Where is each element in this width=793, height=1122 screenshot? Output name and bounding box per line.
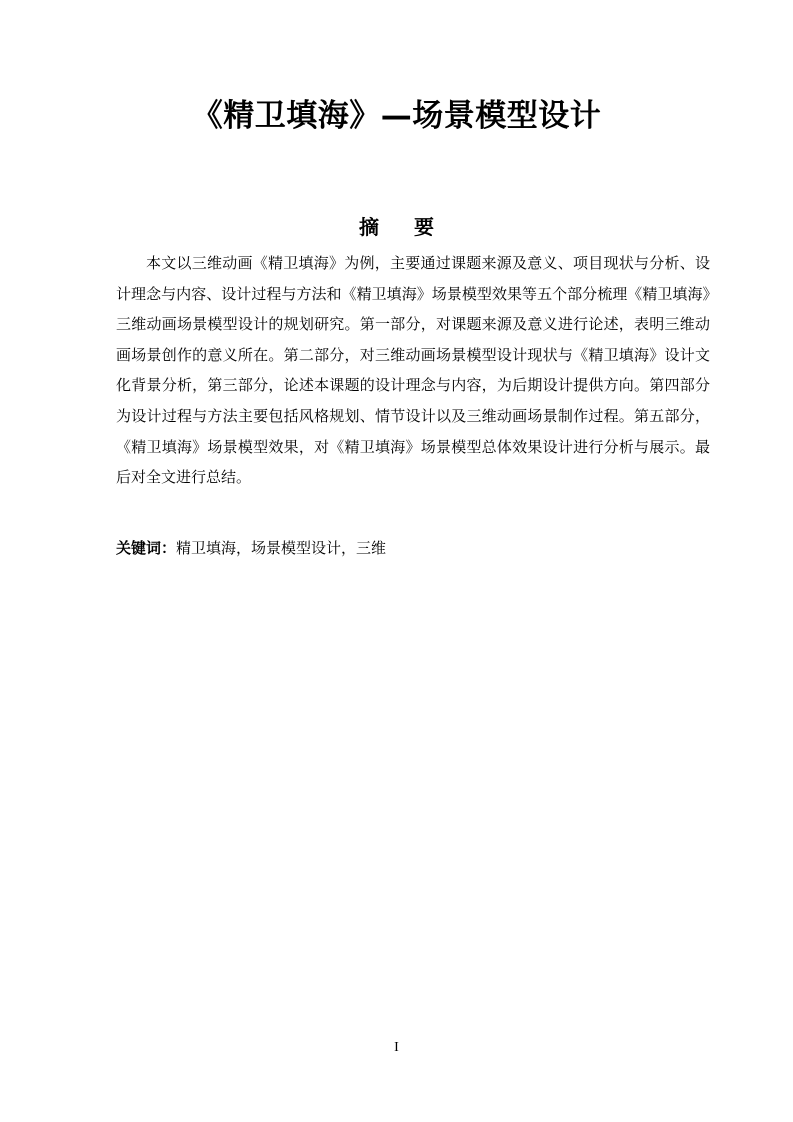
page-number: I: [394, 1040, 399, 1055]
abstract-body: 本文以三维动画《精卫填海》为例，主要通过课题来源及意义、项目现状与分析、设计理念与内容、设计过程与方法和《精卫填海》场景模型效果等五个部分梳理《精卫填海》三维动画场景模型设计的规划研究。第一部分，对课题来源及意义进行论述，表明三维动画场景创作的意义所在。第二部分，对三维动画场景模型设计现状与《精卫填海》设计文化背景分析，第三部分，论述本课题的设计理念与内容，为后期设计提供方向。第四部分为设计过程与方法主要包括风格规划、情节设计以及三维动画场景制作过程。第五部分，《精卫填海》场景模型效果，对《精卫填海》场景模型总体效果设计进行分析与展示。最后对全文进行总结。: [116, 254, 710, 487]
keywords-label: 关键词：: [116, 539, 177, 557]
abstract-heading: 摘 要: [359, 215, 448, 239]
document-title: 《精卫填海》—场景模型设计: [191, 98, 602, 134]
keywords-text: 精卫填海，场景模型设计，三维: [176, 539, 387, 557]
keywords-line: [116, 535, 710, 562]
